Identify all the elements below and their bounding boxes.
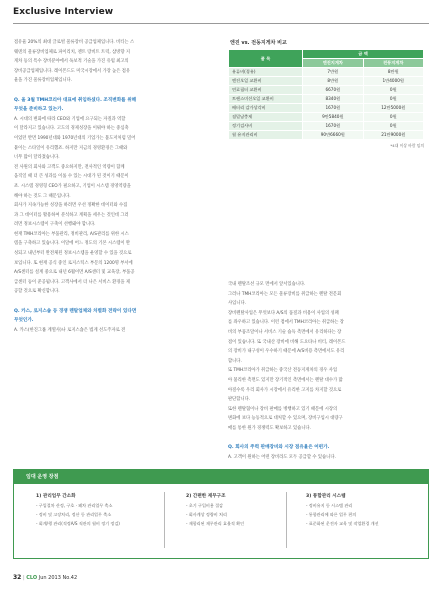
body-line: 죠. 시스템 경영형 CEO가 필요하고, 기업이 시스템 경영역량을	[14, 183, 131, 189]
table-row	[229, 68, 424, 77]
body-line	[14, 297, 210, 307]
body-line: 또 TMH코리아가 취급하는 중국산 전동지게차의 경우 사업	[228, 368, 338, 374]
body-line: 매를 통한 원가 경쟁력도 확보하고 있습니다.	[228, 425, 311, 431]
body-line: 를 좌우하고 있습니다. 이런 점에서 TMH코리아는 취급하는 장	[228, 320, 344, 326]
body-line: 붙이는 스타일이 유리했죠. 하지만 지금의 경영환경은 그때와	[14, 145, 128, 151]
box-column-3	[306, 492, 426, 528]
table-row	[229, 113, 424, 122]
body-line: 판단합니다.	[228, 397, 251, 403]
body-line: 점유율 20%의 최대 글로벌 물류장비 공급업체입니다. 비티는 스	[14, 40, 135, 45]
electric-value: 0원	[363, 95, 423, 104]
left-text-column	[14, 38, 210, 335]
box-heading: 3) 통합관리 시스템	[306, 494, 346, 499]
body-line: 전 사원의 회사와 고객도 중요하지만, 전사적인 역량이 함께	[14, 164, 125, 170]
box-heading: 2) 간편한 재무구조	[186, 494, 226, 499]
table-row	[229, 131, 424, 140]
body-line: 장비공급업체입니다. 레이몬드도 미국시장에서 가장 높은 점유	[14, 68, 131, 74]
body-line: 회사가 지속가능한 성장을 하려면 우선 정확한 데이터와 수집	[14, 203, 128, 209]
table-row	[229, 122, 424, 131]
issue-info: Jun 2013 No.42	[38, 575, 78, 581]
body-line: 공할 것으로 확신합니다.	[14, 289, 60, 295]
electric-value: 0원	[363, 86, 423, 95]
magazine-name: CLO	[26, 575, 38, 581]
body-line: 의 장비가 내구성이 우수하기 때문에 A/S비용 측면에서도 유리	[228, 349, 345, 355]
body-line: A. 카스(한진그룹 계열사)나 로지스숍은 법게 선도주자로 전	[14, 327, 126, 333]
header-item: 품 목	[229, 50, 303, 68]
body-line: 합니다.	[228, 358, 242, 364]
section-title: Exclusive Interview	[13, 7, 114, 17]
engine-value: 1670원	[303, 122, 363, 131]
box-item: - 정비유지 등 시스템 관리	[306, 503, 353, 508]
header-amount: 금 액	[303, 50, 424, 59]
box-item: - 회계/행 관리(적정A/S 직관의 월비 정기 정검)	[36, 521, 120, 526]
body-line: 웨덴의 물류장비업체로 파이리치, 젠트 랑비트 트럭, 삼방향 지	[14, 49, 131, 55]
body-line	[14, 86, 210, 96]
electric-value: 8만원	[363, 68, 423, 77]
engine-value: 8340원	[303, 95, 363, 104]
body-line: A/S센터를 설계 중으로 내년 6월이면 A/S센터 및 교육장, 부품공	[14, 270, 135, 276]
comparison-table	[228, 49, 424, 140]
box-item: - 초기 구입비용 절감	[186, 503, 224, 508]
body-line: 려면 정보시스템이 구축이 선행돼야 합니다.	[14, 222, 96, 228]
body-line: 움직일 때 더 큰 성과를 이룰 수 있는 시대가 된 것이기 때문이	[14, 174, 129, 180]
electric-value: 0원	[363, 113, 423, 122]
table-row	[229, 86, 424, 95]
body-line: 사입니다.	[228, 301, 246, 307]
engine-value: 90만6660원	[303, 131, 363, 140]
table-row	[229, 77, 424, 86]
header-engine: 엔진지게차	[303, 59, 363, 68]
electric-value: 21만9000원	[363, 131, 423, 140]
row-item: 배터리 감가상각비	[229, 104, 303, 113]
box-item: - 회사계상 정량비 처리	[186, 512, 227, 517]
electric-value: 1만4000원	[363, 77, 423, 86]
body-line: 성되고 내년부터 완전체된 정보시스템을 운영할 수 있을 것으로	[14, 251, 132, 257]
box-item: - 재합리된 재무관리 효율적 확인	[186, 521, 245, 526]
row-item: 정기검사비	[229, 122, 303, 131]
body-line: 현재 TMH코리아는 부품관리, 정비관리, A/S관리를 위한 시스	[14, 231, 129, 237]
body-line: 변화에 보다 능동적으로 대처할 수 있으며, 장비구입시 대량구	[228, 416, 343, 422]
row-item: 연료필터 교환비	[229, 86, 303, 95]
body-line: 율을 가진 물류장비업체입니다.	[14, 78, 73, 84]
body-line: A. 고객이 원하는 어떤 장비라도 모두 공급할 수 있습니다.	[228, 454, 336, 460]
header-electric: 전동지게차	[363, 59, 423, 68]
box-title: 임대 운영 장점	[14, 470, 428, 484]
body-line: 해야 하는 것도 그 때문입니다.	[14, 193, 71, 199]
body-line: 또한 렌탈협이나 장비 판매를 병행하고 있기 때문에 시장의	[228, 406, 338, 412]
body-line: 템을 구축하고 있습니다. 이달에 어느 정도의 기본 시스템이 완	[14, 241, 131, 247]
body-line: 아 불리한 측면도 있지만 장기적인 측면에서는 렌탈 대수가 많	[228, 377, 343, 383]
question-heading: Q. 카스, 로지스숍 등 경쟁 렌탈업체와 차별화 전략이 있다면	[14, 308, 137, 314]
table-note: *4대 이상 바람 임의	[390, 143, 424, 148]
box-item: - 정비 및 고장처리, 정산 등 관리업무 축소	[36, 512, 112, 517]
body-line: 장비렌탈사업은 무엇보다 A/S의 품질과 비용이 사업의 성패	[228, 310, 339, 316]
box-item: - 구입절차 산정, 구호 · 폐차 관리업무 축소	[36, 503, 113, 508]
engine-value: 1670원	[303, 104, 363, 113]
body-line: 아질수록 우리 회사가 시장에서 유리한 고지를 차지할 것으로	[228, 387, 342, 393]
body-line: A. 시대의 변화에 따라 CEO와 기업에 요구되는 자질과 역할	[14, 116, 126, 122]
right-text-column	[228, 280, 424, 462]
body-line: 게차 등의 특수 장비분야에서 독보적 기술을 가진 유럽 최고의	[14, 59, 129, 65]
question-heading: 무엇을 준비하고 있는가.	[14, 107, 64, 113]
box-column-1	[36, 492, 156, 528]
engine-value: 6670원	[303, 86, 363, 95]
body-line: 과 그 데이터를 활용하여 분석하고 계획을 세우는 것인데 그러	[14, 212, 129, 218]
box-divider	[286, 492, 287, 548]
table-row	[229, 104, 424, 113]
rental-advantages-box	[13, 469, 429, 559]
body-line: 비의 부품조달이나 서비스 기술 습득 측면에서 유리하다는 장	[228, 329, 342, 335]
box-column-2	[186, 492, 306, 528]
row-item: 점밀남충제	[229, 113, 303, 122]
row-item: 엔진오일 교환비	[229, 77, 303, 86]
row-item: 월 유지관리비	[229, 131, 303, 140]
question-heading: Q. 올 3월 TMH코리아 대표에 취임하셨다. 조직변화를 위해	[14, 97, 137, 103]
row-item: 트랜스미션오일 교환비	[229, 95, 303, 104]
box-heading: 1) 관리업무 간소화	[36, 494, 76, 499]
comparison-caption: 엔진 vs. 전동지게차 비교	[230, 40, 287, 46]
engine-value: 8만원	[303, 77, 363, 86]
header-rule	[13, 23, 429, 24]
box-item: - 통합관리에 따른 업무 편의	[306, 512, 357, 517]
body-line: 너무 많이 달라졌습니다.	[14, 155, 60, 161]
table-row	[229, 95, 424, 104]
body-line	[228, 434, 424, 444]
electric-value: 0원	[363, 122, 423, 131]
body-line: 이었던 반면 1990년대와 1970년대의 기업가는 불도저처럼 밀어	[14, 135, 136, 141]
body-line: 그러나 TMH코리아는 모든 물류장비를 취급하는 렌탈 전문회	[228, 291, 342, 297]
body-line: 점이 있습니다. 또 국내산 장비에 비해 도요타나 비티, 레이몬드	[228, 339, 346, 345]
body-line: 급센터 등이 준공됩니다. 고객사에서 더 나은 서비스 환경을 제	[14, 279, 131, 285]
body-line: 이 달라지고 있습니다. 고도의 경제성장을 이뤄야 하는 중심축	[14, 126, 129, 132]
question-heading: 무엇인가.	[14, 318, 34, 324]
row-item: 유류비(경유)	[229, 68, 303, 77]
box-item: - 표준화된 운전자 교육 및 작업환경 개선	[306, 521, 379, 526]
page-footer: 32 | CLO Jun 2013 No.42	[13, 574, 78, 581]
electric-value: 12만5000원	[363, 104, 423, 113]
engine-value: 9만5840원	[303, 113, 363, 122]
page-header	[0, 0, 442, 26]
engine-value: 7만원	[303, 68, 363, 77]
page-number: 32	[13, 574, 22, 581]
question-heading: Q. 회사의 주력 판매장비와 시장 점유율은 어떤가.	[228, 445, 330, 451]
body-line: 보입니다. 또 현재 공식 중인 로지스틱스 부문의 1200명 부서에	[14, 260, 133, 266]
body-line: 국내 렌탈조선 규모 면에서 앞서있습니다.	[228, 282, 306, 287]
box-divider	[164, 492, 165, 548]
comparison-table-block	[228, 38, 424, 149]
